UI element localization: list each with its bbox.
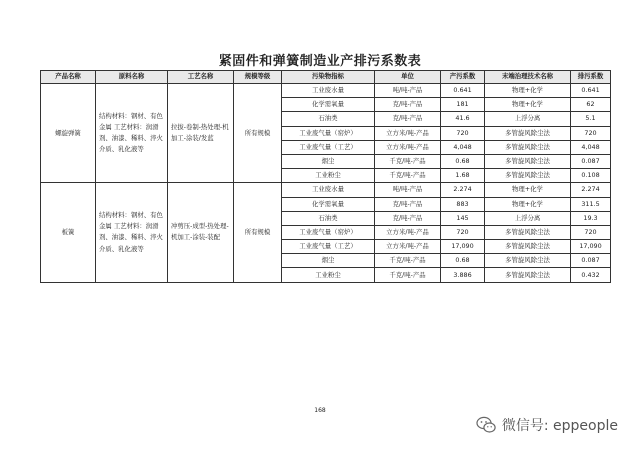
header-treatment: 末端治理技术名称 xyxy=(485,71,571,84)
production-coef-cell: 0.68 xyxy=(441,154,485,168)
production-coef-cell: 720 xyxy=(441,126,485,140)
process-cell: 冲剪压-成型-热处理-机加工-涂装-装配 xyxy=(168,183,234,282)
unit-cell: 克/吨-产品 xyxy=(375,197,441,211)
pollutant-cell: 工业废气量（工艺） xyxy=(282,240,375,254)
unit-cell: 立方米/吨-产品 xyxy=(375,140,441,154)
unit-cell: 千克/吨-产品 xyxy=(375,169,441,183)
watermark xyxy=(476,415,618,435)
emission-coefficient-table xyxy=(40,70,611,283)
emission-coef-cell: 5.1 xyxy=(571,112,611,126)
production-coef-cell: 4,048 xyxy=(441,140,485,154)
production-coef-cell: 883 xyxy=(441,197,485,211)
emission-coef-cell: 2.274 xyxy=(571,183,611,197)
production-coef-cell: 2.274 xyxy=(441,183,485,197)
pollutant-cell: 工业粉尘 xyxy=(282,268,375,282)
emission-coef-cell: 720 xyxy=(571,126,611,140)
emission-coef-cell: 62 xyxy=(571,98,611,112)
pollutant-cell: 工业废水量 xyxy=(282,183,375,197)
page-number: 168 xyxy=(314,407,326,414)
emission-coef-cell: 0.087 xyxy=(571,154,611,168)
header-scale: 规模等级 xyxy=(234,71,282,84)
treatment-cell: 上浮分离 xyxy=(485,211,571,225)
production-coef-cell: 17,090 xyxy=(441,240,485,254)
pollutant-cell: 石油类 xyxy=(282,112,375,126)
header-process: 工艺名称 xyxy=(168,71,234,84)
pollutant-cell: 工业粉尘 xyxy=(282,169,375,183)
treatment-cell: 多管旋风除尘法 xyxy=(485,154,571,168)
material-cell: 结构材料：钢材、有色金属 工艺材料：润滑剂、油漆、稀料、淬火介质、乳化液等 xyxy=(96,183,168,282)
treatment-cell: 物理+化学 xyxy=(485,197,571,211)
production-coef-cell: 0.641 xyxy=(441,84,485,98)
material-cell: 结构材料：钢材、有色金属 工艺材料：润滑剂、油漆、稀料、淬火介质、乳化液等 xyxy=(96,84,168,183)
unit-cell: 克/吨-产品 xyxy=(375,98,441,112)
scale-cell: 所有规模 xyxy=(234,84,282,183)
emission-coef-cell: 4,048 xyxy=(571,140,611,154)
table-row xyxy=(41,84,611,98)
treatment-cell: 多管旋风除尘法 xyxy=(485,225,571,239)
treatment-cell: 多管旋风除尘法 xyxy=(485,254,571,268)
treatment-cell: 多管旋风除尘法 xyxy=(485,240,571,254)
unit-cell: 吨/吨-产品 xyxy=(375,183,441,197)
production-coef-cell: 720 xyxy=(441,225,485,239)
pollutant-cell: 石油类 xyxy=(282,211,375,225)
emission-coef-cell: 0.641 xyxy=(571,84,611,98)
production-coef-cell: 181 xyxy=(441,98,485,112)
table-body xyxy=(41,84,611,283)
page-title: 紧固件和弹簧制造业产排污系数表 xyxy=(218,54,422,69)
treatment-cell: 上浮分离 xyxy=(485,112,571,126)
table-header-row xyxy=(41,71,611,84)
emission-coef-cell: 720 xyxy=(571,225,611,239)
treatment-cell: 多管旋风除尘法 xyxy=(485,126,571,140)
pollutant-cell: 烟尘 xyxy=(282,154,375,168)
watermark-text: 微信号: eppeople xyxy=(501,418,618,434)
unit-cell: 立方米/吨-产品 xyxy=(375,240,441,254)
wechat-icon xyxy=(476,416,496,434)
emission-coef-cell: 0.432 xyxy=(571,268,611,282)
product-cell: 板簧 xyxy=(41,183,96,282)
production-coef-cell: 145 xyxy=(441,211,485,225)
header-pollutant: 污染物指标 xyxy=(282,71,375,84)
production-coef-cell: 3.886 xyxy=(441,268,485,282)
emission-coef-cell: 17,090 xyxy=(571,240,611,254)
treatment-cell: 多管旋风除尘法 xyxy=(485,268,571,282)
header-unit: 单位 xyxy=(375,71,441,84)
treatment-cell: 多管旋风除尘法 xyxy=(485,140,571,154)
emission-coef-cell: 0.108 xyxy=(571,169,611,183)
scale-cell: 所有规模 xyxy=(234,183,282,282)
unit-cell: 吨/吨-产品 xyxy=(375,84,441,98)
treatment-cell: 物理+化学 xyxy=(485,84,571,98)
header-material: 原料名称 xyxy=(96,71,168,84)
production-coef-cell: 1.68 xyxy=(441,169,485,183)
header-production-coef: 产污系数 xyxy=(441,71,485,84)
pollutant-cell: 化学需氧量 xyxy=(282,197,375,211)
process-cell: 拉拔-卷制-热处理-机加工-涂装/发蓝 xyxy=(168,84,234,183)
emission-coef-cell: 311.5 xyxy=(571,197,611,211)
unit-cell: 千克/吨-产品 xyxy=(375,254,441,268)
pollutant-cell: 工业废气量（窑炉） xyxy=(282,126,375,140)
table-row xyxy=(41,183,611,197)
emission-coef-cell: 19.3 xyxy=(571,211,611,225)
production-coef-cell: 0.68 xyxy=(441,254,485,268)
pollutant-cell: 烟尘 xyxy=(282,254,375,268)
emission-coef-cell: 0.087 xyxy=(571,254,611,268)
pollutant-cell: 工业废水量 xyxy=(282,84,375,98)
unit-cell: 千克/吨-产品 xyxy=(375,154,441,168)
pollutant-cell: 工业废气量（窑炉） xyxy=(282,225,375,239)
product-cell: 螺旋弹簧 xyxy=(41,84,96,183)
unit-cell: 千克/吨-产品 xyxy=(375,268,441,282)
header-product: 产品名称 xyxy=(41,71,96,84)
treatment-cell: 物理+化学 xyxy=(485,183,571,197)
unit-cell: 克/吨-产品 xyxy=(375,112,441,126)
unit-cell: 立方米/吨-产品 xyxy=(375,225,441,239)
production-coef-cell: 41.6 xyxy=(441,112,485,126)
treatment-cell: 物理+化学 xyxy=(485,98,571,112)
pollutant-cell: 工业废气量（工艺） xyxy=(282,140,375,154)
header-emission-coef: 排污系数 xyxy=(571,71,611,84)
unit-cell: 立方米/吨-产品 xyxy=(375,126,441,140)
unit-cell: 克/吨-产品 xyxy=(375,211,441,225)
pollutant-cell: 化学需氧量 xyxy=(282,98,375,112)
treatment-cell: 多管旋风除尘法 xyxy=(485,169,571,183)
